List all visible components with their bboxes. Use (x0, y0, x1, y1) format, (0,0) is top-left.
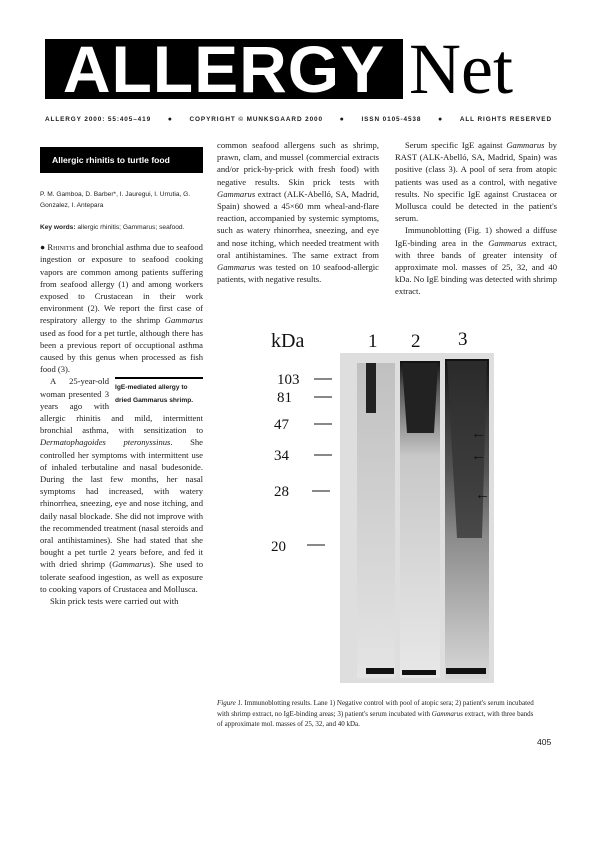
text-run: ). She used to tolerate seafood ingestion, as well as exposure to cooking vapors of Crustacea and Mollusca. (40, 559, 203, 594)
copyright-notice: COPYRIGHT © MUNKSGAARD 2000 (189, 116, 323, 123)
arrow-icon: ← (475, 487, 490, 503)
species-name: Gammarus (488, 237, 527, 248)
article-title: Allergic rhinitis to turtle food (40, 147, 203, 173)
paragraph-immunoblot (395, 224, 557, 297)
lead-word: Rhinitis (47, 242, 75, 253)
text-run: and bronchial asthma due to seafood ingestion or exposure to seafood cooking vapors are common among patients suffering from seafood allergy (1) and among workers exposed to Crustacean in their work environment (2). We report the first case of respiratory allergy to the shrimp (40, 242, 203, 326)
lane-3-front (446, 668, 486, 674)
species-name: Dermatophagoides pteronyssinus (40, 437, 171, 448)
lane-label: 3 (458, 329, 468, 350)
species-name: Gammarus (164, 315, 203, 326)
text-run: Immunoblotting results. Lane 1) Negative control with pool of atopic sera; 2) patient's serum incubated with shrimp extract, no IgE-binding areas; 3) patient's serum incubated with (217, 699, 534, 718)
text-run: Serum specific IgE against (405, 140, 507, 150)
journal-meta-line (45, 116, 552, 123)
text-run: extract, with three bands of approximate mol. masses of 25, 32, and 40 kDa. (217, 709, 534, 728)
text-run: . She controlled her symptoms with intermittent use of inhaled terbutaline and nasal budesonide. During the last few months, her nasal symptoms had increased, with watery rhinorrhea, sneezing, eye and nose itching, and daily nasal blockade. She did not improve with the recommended treatment (nasal steroids and oral antihistamines). She had stated that she bought a pet turtle 2 years before, and fed it with dried shrimp ( (40, 437, 203, 570)
kda-label: kDa (271, 330, 305, 352)
issn: ISSN 0105-4538 (361, 116, 422, 123)
banner-net-text: Net (409, 39, 513, 99)
figure-caption (217, 698, 537, 730)
bullet-icon: ● (339, 116, 345, 123)
species-name: Gammarus (112, 559, 151, 570)
author-list: P. M. Gamboa, D. Barber*, I. Jauregui, I. Urrutia, G. Gonzalez, I. Antepara (40, 191, 191, 210)
paragraph-case (40, 375, 203, 595)
text-run: was tested on 10 seafood-allergic patients, with negative results. (217, 262, 379, 285)
text-run: Immunoblotting (Fig. 1) showed a diffuse IgE-binding area in the (395, 225, 557, 248)
keywords-text: allergic rhinitis; Gammarus; seafood. (77, 224, 185, 232)
caption-label: Figure 1. (217, 699, 243, 707)
column-2 (217, 139, 379, 285)
lane-2-band (402, 363, 438, 433)
paragraph-skin-results (217, 139, 379, 285)
text-run: extract (ALK-Abelló, SA, Madrid, Spain) showed a 45×60 mm wheal-and-flare reaction, accompanied by systemic symptoms, such as watery rhinorrhea, sneezing, and eye and nose itching, which needed treatment with oral antihistamines. The same extract from (217, 188, 379, 260)
pull-quote: IgE-mediated allergy to dried Gammarus shrimp. (115, 377, 203, 407)
column-1 (40, 147, 203, 607)
arrow-icon: ← (471, 448, 486, 464)
column-3 (395, 139, 557, 298)
text-run: common seafood allergens such as shrimp, prawn, clam, and mussel (commercial extracts and/or prick-by-prick with fresh food) with negative results. Skin prick tests with (217, 140, 379, 187)
text-run: used as food for a pet turtle, although there has been a previous report of occuptional asthma caused by this genus when processed as fish food (3). (40, 327, 203, 375)
marker-label: 81 (277, 390, 292, 406)
bullet-icon: ● (438, 116, 444, 123)
marker-label: 28 (274, 484, 289, 500)
keywords (40, 222, 203, 233)
paragraph-skin-tests: Skin prick tests were carried out with (50, 596, 179, 607)
species-name: Gammarus (217, 188, 256, 199)
marker-ticks (307, 379, 332, 545)
species-name: Gammarus (506, 140, 545, 150)
species-name: Gammarus (217, 262, 256, 273)
lane-1-front (366, 668, 394, 674)
paragraph-intro (40, 241, 203, 375)
marker-label: 34 (274, 448, 289, 464)
page-number: 405 (537, 737, 552, 747)
arrow-icon: ← (471, 426, 486, 442)
text-run: by RAST (ALK-Abelló, SA, Madrid, Spain) was positive (class 3). A pool of sera from atopic patients was used as a control, with negative results. No specific IgE against Crustacea or Mollusca could be detected in the patient's serum. (395, 140, 557, 224)
bullet-icon: ● (40, 242, 46, 253)
keywords-label: Key words: (40, 224, 76, 232)
lane-2-front (402, 670, 436, 675)
rights-notice: ALL RIGHTS RESERVED (459, 116, 552, 123)
journal-banner (45, 39, 552, 99)
marker-label: 20 (271, 539, 286, 555)
lane-label: 1 (368, 331, 378, 352)
marker-label: 103 (277, 372, 300, 388)
species-name: Gammarus (431, 709, 463, 718)
immunoblot-figure (262, 323, 494, 683)
bullet-icon: ● (167, 116, 173, 123)
text-run: A 25-year-old woman presented 3 years ago with allergic rhinitis and mild, intermittent bronchial asthma, with sensitization to (40, 376, 203, 436)
immunoblot-image (262, 323, 494, 683)
journal-citation: ALLERGY 2000: 55:405–419 (45, 116, 152, 123)
lane-label: 2 (411, 331, 421, 352)
marker-label: 47 (274, 417, 289, 433)
text-run: extract, with three bands of greater intensity of approximate mol. masses of 25, 32, and 40 kDa. No IgE binding was detected with shrimp extract. (395, 237, 557, 297)
lane-1-band (366, 363, 376, 413)
paragraph-rast (395, 139, 557, 224)
banner-allergy-text: ALLERGY (45, 39, 403, 99)
